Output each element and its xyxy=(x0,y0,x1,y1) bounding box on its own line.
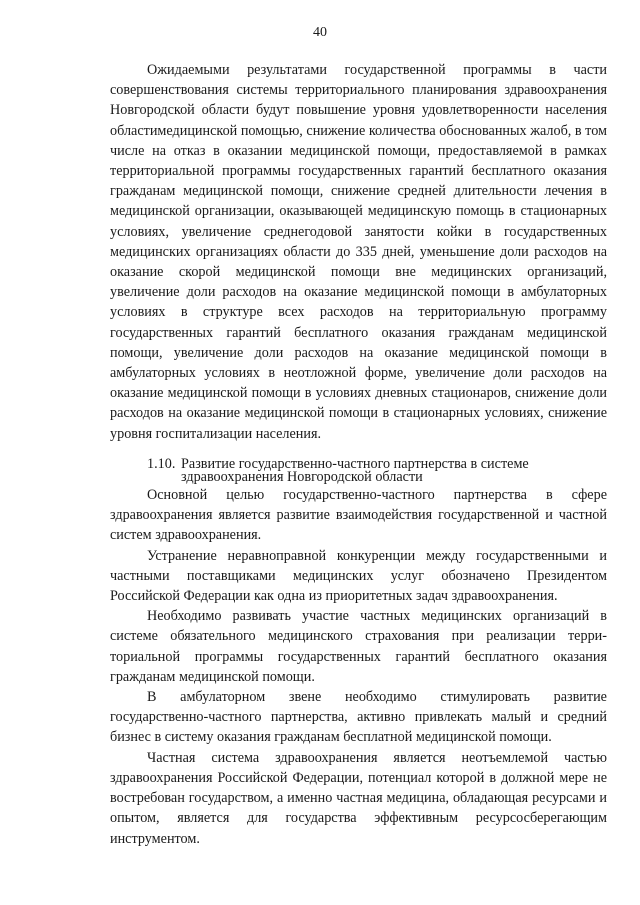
paragraph-main-goal: Основной целью государственно-частного партнерства в сфере здравоохранения является развитие взаимодействия государственной и частной систем здравоохранения. xyxy=(110,487,607,544)
paragraph-private-system: Частная система здравоохранения является неотъемлемой частью здравоохранения Российской Федерации, потенциал которой в должной мере не востребован государством, а именно частная медицина, обладающая ресурсами и опытом, является для государства эффективным ресурсосберегающим инструментом. xyxy=(110,749,607,847)
paragraph-ambulatory: В амбулаторном звене необходимо стимулировать развитие государственно-частного партнерства, активно привлекать малый и средний бизнес в систему оказания гражданам бесплатной медицинской помощи. xyxy=(110,689,607,746)
section-number: 1.10. xyxy=(147,455,176,472)
section-title-line-2: здравоохранения Новгородской области xyxy=(181,469,423,486)
paragraph-expected-results: Ожидаемыми результатами государственной программы в части совершенствования системы территориального планирования здравоохранения Новгородской области будут повышение уровня удовлетворенности населения областимедицинской помощью, снижение количества обоснованных жалоб, в том числе на отказ в оказании медицинской помощи, предоставляемой в рамках территориальной программы государственных гарантий бесплатного оказания гражданам медицинской помощи, снижение средней длительности лечения в медицинской организации, оказывающей медицинскую помощь в стационарных условиях, увеличение среднегодовой занятости койки в государственных медицинских организациях области до 335 дней, уменьшение доли расходов на оказание скорой медицинской помощи вне медицинских организаций, увеличение доли расходов на оказание медицинской помощи в амбулаторных условиях в структуре всех расходов на территориальную программу государственных гарантий бесплатного оказания гражданам медицинской помощи, увеличение доли расходов на оказание медицинской помощи в амбулаторных условиях в неотложной форме, увеличение доли расходов на оказание медицинской помощи в условиях дневных стационаров, снижение доли расходов на оказание медицинской помощи в стационарных условиях, снижение уровня госпитализации населения. xyxy=(110,62,607,442)
paragraph-competition: Устранение неравноправной конкуренции между государственными и частными поставщиками медицинских услуг обозначено Президентом Российской Федерации как одна из приоритетных задач здравоохранения. xyxy=(110,547,607,605)
document-body xyxy=(110,60,607,849)
page-number: 40 xyxy=(313,25,327,40)
section-heading xyxy=(147,455,607,486)
section-title-line-1: Развитие государственно-частного партнерства в системе xyxy=(181,455,529,472)
paragraph-private-organizations: Необходимо развивать участие частных медицинских организаций в системе обязательного медицинского страхования при реализации территориальной программы государственных гарантий бесплатного оказания гражданам медицинской помощи. xyxy=(110,608,607,685)
